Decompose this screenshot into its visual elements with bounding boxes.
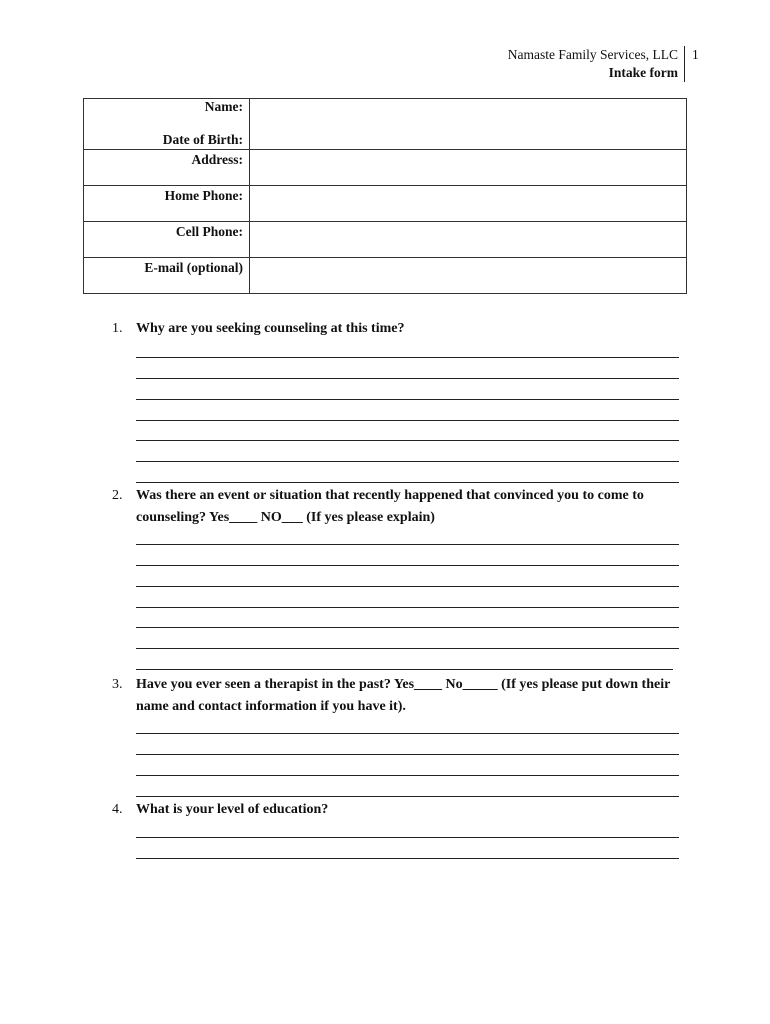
answer-line[interactable] [136, 734, 679, 755]
cell-phone-field[interactable] [250, 222, 687, 258]
answer-line[interactable] [136, 400, 679, 421]
home-phone-label: Home Phone: [84, 186, 250, 222]
name-dob-field[interactable] [250, 99, 687, 150]
question-number: 3. [112, 677, 123, 692]
answer-line[interactable] [136, 524, 679, 545]
answer-line[interactable] [136, 838, 679, 859]
answer-line[interactable] [136, 608, 679, 629]
question-2 [112, 485, 682, 529]
answer-line[interactable] [136, 649, 673, 670]
answer-line[interactable] [136, 421, 679, 442]
page-header [508, 46, 685, 82]
answer-line[interactable] [136, 441, 679, 462]
answer-line[interactable] [136, 545, 679, 566]
home-phone-field[interactable] [250, 186, 687, 222]
email-label: E-mail (optional) [84, 258, 250, 294]
answer-line[interactable] [136, 566, 679, 587]
dob-label: Date of Birth: [162, 132, 243, 147]
answer-line[interactable] [136, 755, 679, 776]
answer-line[interactable] [136, 337, 679, 358]
question-number: 4. [112, 802, 123, 817]
question-3 [112, 674, 682, 718]
question-text: Have you ever seen a therapist in the past? Yes____ No_____ (If yes please put down their name and contact information if you have it). [136, 677, 671, 714]
answer-lines-4[interactable] [136, 817, 679, 859]
address-label: Address: [84, 150, 250, 186]
answer-line[interactable] [136, 587, 679, 608]
cell-phone-label: Cell Phone: [84, 222, 250, 258]
answer-line[interactable] [136, 713, 679, 734]
email-field[interactable] [250, 258, 687, 294]
answer-lines-3[interactable] [136, 713, 679, 797]
question-text: Was there an event or situation that recently happened that convinced you to come to counseling? Yes____ NO___ (If yes please explain) [136, 488, 644, 525]
answer-lines-2[interactable] [136, 524, 679, 670]
answer-line[interactable] [136, 379, 679, 400]
document-title: Intake form [608, 65, 678, 80]
answer-line[interactable] [136, 358, 679, 379]
organization-name: Namaste Family Services, LLC [507, 47, 678, 62]
client-info-table [83, 98, 687, 294]
name-dob-label-cell [84, 99, 250, 150]
answer-line[interactable] [136, 776, 679, 797]
answer-lines-1[interactable] [136, 337, 679, 483]
answer-line[interactable] [136, 462, 679, 483]
question-text: Why are you seeking counseling at this time? [136, 321, 405, 336]
question-text: What is your level of education? [136, 802, 329, 817]
question-number: 1. [112, 321, 123, 336]
page-number: 1 [692, 47, 699, 62]
answer-line[interactable] [136, 817, 679, 838]
address-field[interactable] [250, 150, 687, 186]
question-number: 2. [112, 488, 123, 503]
answer-line[interactable] [136, 628, 679, 649]
name-label: Name: [204, 99, 243, 114]
